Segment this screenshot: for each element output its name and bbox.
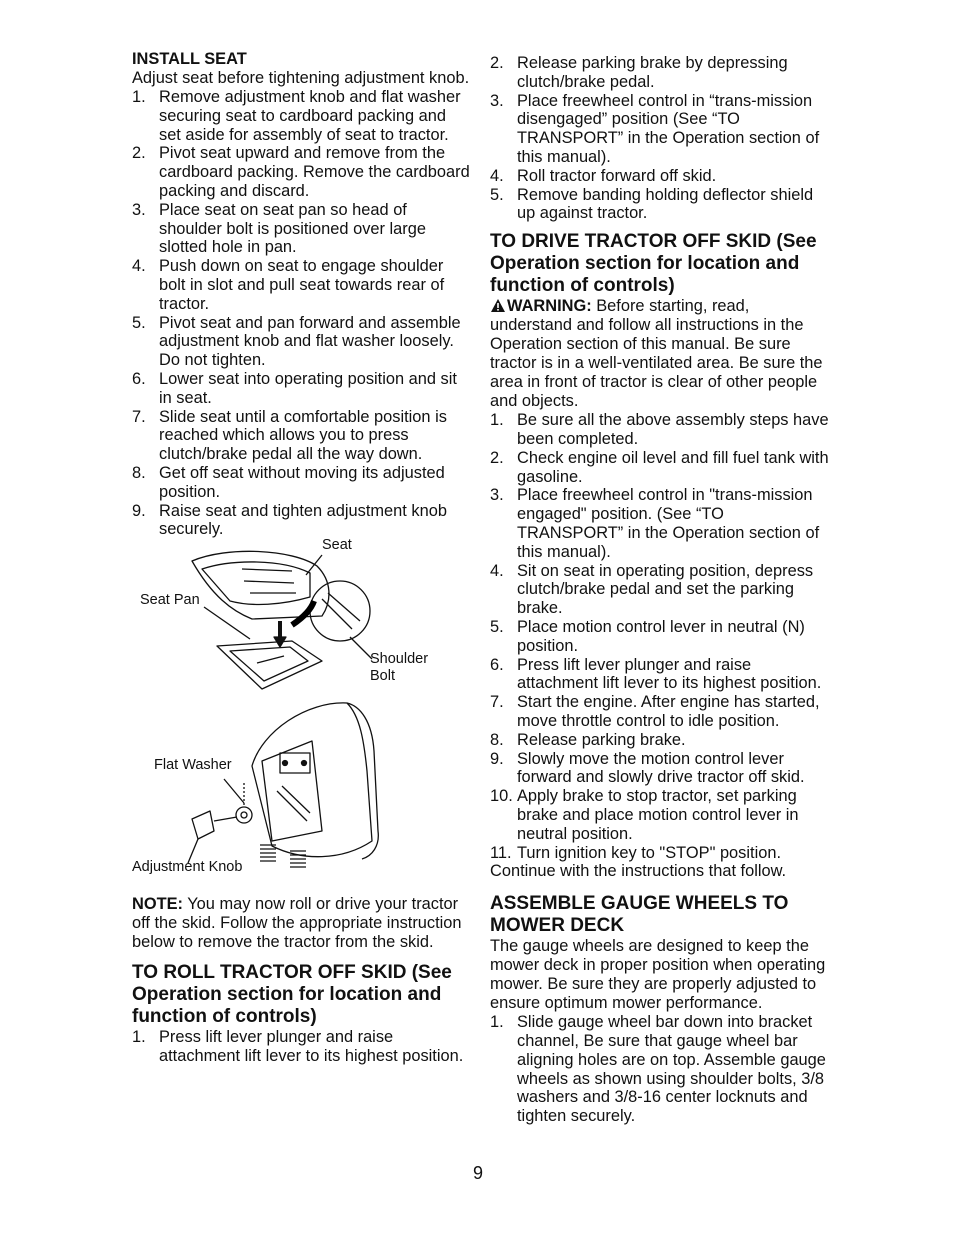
gauge-heading: ASSEMBLE GAUGE WHEELS TO MOWER DECK xyxy=(490,893,789,937)
list-item: 1. Remove adjustment knob and flat washer securing seat to cardboard packing and set aside for assembly of seat to tractor. xyxy=(132,88,461,144)
list-item: 9. Slowly move the motion control lever forward and slowly drive tractor off skid. xyxy=(490,749,805,787)
list-item: 4. Push down on seat to engage shoulder bolt in slot and pull seat towards rear of tractor. xyxy=(132,257,445,313)
list-item: 3. Place seat on seat pan so head of shoulder bolt is positioned over large slotted hole in pan. xyxy=(132,200,426,257)
list-item: 11. Turn ignition key to "STOP" position. xyxy=(490,843,781,862)
drive-steps xyxy=(490,411,830,862)
gauge-steps xyxy=(490,1013,830,1126)
list-item: 8. Get off seat without moving its adjusted position. xyxy=(132,463,445,501)
note-paragraph xyxy=(132,895,470,952)
roll-steps xyxy=(132,1028,470,1066)
left-column xyxy=(132,50,470,1066)
install-seat-intro: Adjust seat before tightening adjustment knob. xyxy=(132,69,470,87)
list-item: 5. Pivot seat and pan forward and assemble adjustment knob and flat washer loosely. Do not tighten. xyxy=(132,313,461,370)
page-number: 9 xyxy=(472,1163,483,1183)
gauge-intro: The gauge wheels are designed to keep the mower deck in proper position when operating mower. Be sure they are properly adjusted to ensure optimum mower performance. xyxy=(490,937,826,1013)
install-seat-steps xyxy=(132,88,470,539)
note-text: You may now roll or drive your tractor off the skid. Follow the appropriate instruction below to remove the tractor from the skid. xyxy=(132,895,462,952)
list-item: 6. Lower seat into operating position and sit in seat. xyxy=(132,369,457,407)
seat-assembly-figure xyxy=(132,537,470,889)
list-item: 2. Check engine oil level and fill fuel tank with gasoline. xyxy=(490,448,829,486)
warning-text: Before starting, read, understand and follow all instructions in the Operation section of this manual. Be sure tractor is in a well-ventilated area. Be sure the area in front of tractor is clear of other people and objects. xyxy=(490,297,823,411)
drive-heading: TO DRIVE TRACTOR OFF SKID (See Operation section for location and function of controls) xyxy=(490,231,817,297)
adjustment-knob-label: Adjustment Knob xyxy=(132,859,243,876)
roll-steps-continued xyxy=(490,54,830,223)
list-item: 3. Place freewheel control in “trans-mission disengaged” position (See “TO TRANSPORT” in the Operation section of this manual). xyxy=(490,91,820,166)
list-item: 1. Slide gauge wheel bar down into bracket channel, Be sure that gauge wheel bar aligning holes are on top. Assemble gauge wheels as shown using shoulder bolts, 3/8 washers and 3/8-16 center locknuts and tighten securely. xyxy=(490,1013,826,1126)
list-item: 1. Be sure all the above assembly steps have been completed. xyxy=(490,411,829,448)
list-item: 3. Place freewheel control in "trans-mission engaged" position. (See “TO TRANSPORT” in the Operation section of this manual). xyxy=(490,486,820,561)
shoulder-label: Shoulder xyxy=(370,651,429,668)
list-item: 4. Sit on seat in operating position, depress clutch/brake pedal and set the parking brake. xyxy=(490,561,814,618)
list-item: 5. Place motion control lever in neutral (N) position. xyxy=(490,617,805,655)
note-label: NOTE: xyxy=(132,895,183,914)
list-item: 4. Roll tractor forward off skid. xyxy=(490,166,717,185)
seat-label: Seat xyxy=(322,537,352,554)
list-item: 2. Pivot seat upward and remove from the cardboard packing. Remove the cardboard packing and discard. xyxy=(132,144,470,200)
warning-triangle-icon xyxy=(490,298,506,313)
list-item: 2. Release parking brake by depressing clutch/brake pedal. xyxy=(490,54,788,91)
warning-paragraph xyxy=(490,297,830,411)
seat-pan-label: Seat Pan xyxy=(140,592,200,609)
list-item: 7. Slide seat until a comfortable position is reached which allows you to press clutch/brake pedal all the way down. xyxy=(132,407,447,464)
list-item: 7. Start the engine. After engine has started, move throttle control to idle position. xyxy=(490,693,820,730)
install-seat-heading: INSTALL SEAT xyxy=(132,50,247,68)
right-column xyxy=(490,50,830,1126)
list-item: 5. Remove banding holding deflector shield up against tractor. xyxy=(490,185,814,223)
roll-heading: TO ROLL TRACTOR OFF SKID (See Operation section for location and function of controls) xyxy=(132,962,452,1028)
warning-label: WARNING: xyxy=(507,297,592,316)
list-item: 1. Press lift lever plunger and raise attachment lift lever to its highest position. xyxy=(132,1028,464,1065)
list-item: 9. Raise seat and tighten adjustment knob securely. xyxy=(132,501,447,539)
continue-text: Continue with the instructions that follow. xyxy=(490,862,787,881)
flat-washer-label: Flat Washer xyxy=(154,757,232,774)
list-item: 6. Press lift lever plunger and raise attachment lift lever to its highest position. xyxy=(490,655,822,693)
bolt-label: Bolt xyxy=(370,668,395,685)
list-item: 10. Apply brake to stop tractor, set parking brake and place motion control lever in neutral position. xyxy=(490,787,799,843)
list-item: 8. Release parking brake. xyxy=(490,730,686,749)
